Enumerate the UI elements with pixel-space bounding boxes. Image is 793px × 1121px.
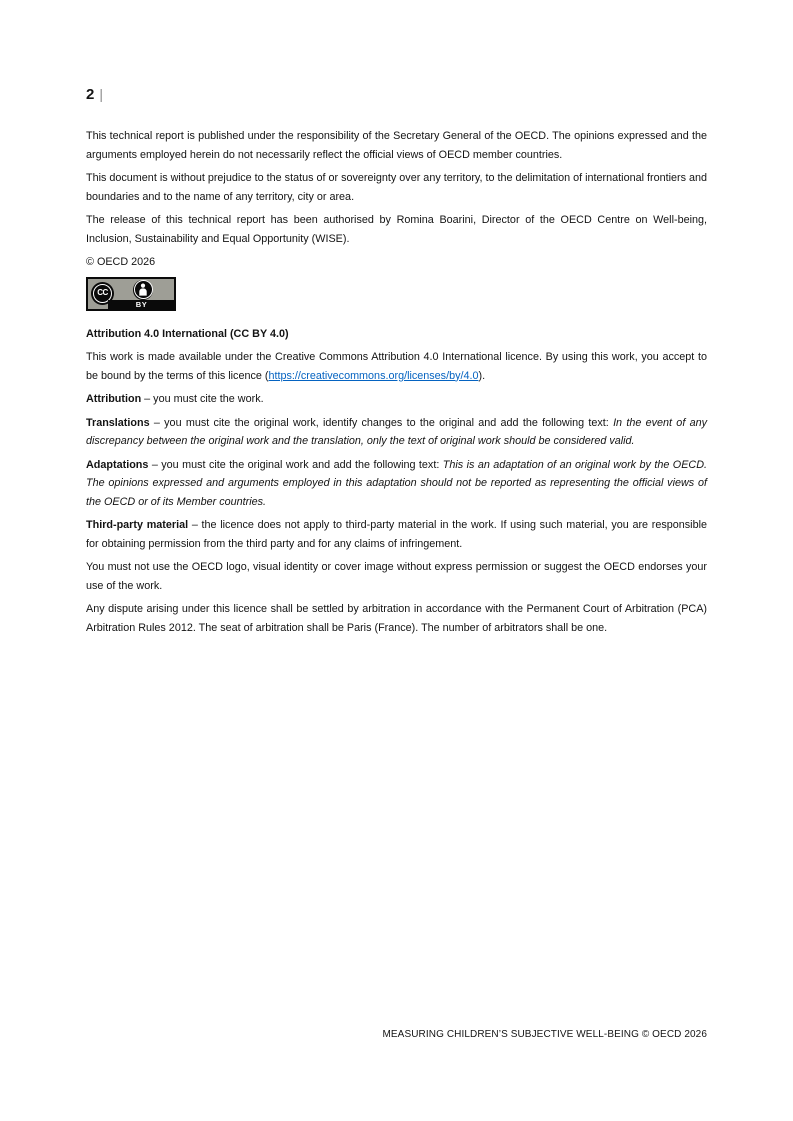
document-content [86,86,707,642]
text-run: © OECD 2026 [86,256,156,268]
text-run: Any dispute arising under this licence shall be settled by arbitration in accordance with the Permanent Court of Arbitration (PCA) Arbitration Rules 2012. The seat of arbitration shall be Paris (France). The number of arbitrators shall be one. [86,603,707,634]
paragraph-third-party [86,516,707,553]
text-run: You must not use the OECD logo, visual identity or cover image without express permission or suggest the OECD endorses your use of the work. [86,561,707,592]
person-glyph [137,283,149,296]
page-footer [382,1029,707,1040]
licence-heading [86,325,707,344]
paragraph-arbitration [86,600,707,637]
text-run: The release of this technical report has been authorised by Romina Boarini, Director of the OECD Centre on Well-being, Inclusion, Sustainability and Equal Opportunity (WISE). [86,214,707,245]
by-label-strip [108,300,175,310]
text-run: – the licence does not apply to third-party material in the work. If using such material, you are responsible for obtaining permission from the third party and for any claims of infringement. [86,519,707,550]
text-run: Attribution 4.0 International (CC BY 4.0) [86,327,289,340]
text-run: This document is without prejudice to the status of or sovereignty over any territory, to the delimitation of international frontiers and boundaries and to the name of any territory, city or area. [86,172,707,203]
text-run: This work is made available under the Creative Commons Attribution 4.0 International licence. By using this work, you accept to be bound by the terms of this licence ( [86,351,707,382]
paragraph-authorisation [86,211,707,248]
text-run: Third-party material [86,519,189,531]
cc-licence-link[interactable]: https://creativecommons.org/licenses/by/4.0 [268,369,479,382]
text-run: Attribution [86,393,142,405]
copyright-line [86,253,707,272]
text-run: – you must cite the original work and add the following text: [148,458,443,471]
text-run: – you must cite the original work, identify changes to the original and add the following text: [149,416,614,429]
paragraph-licence [86,348,707,385]
text-run: In the event of any discrepancy between the original work and the translation, only the text of original work should be considered valid. [86,416,707,447]
text-run: This is an adaptation of an original work by the OECD. The opinions expressed and arguments employed in this adaptation should not be reported as representing the official views of the OECD or of its Member countries. [86,458,707,508]
text-run: This technical report is published under the responsibility of the Secretary General of the OECD. The opinions expressed and the arguments employed herein do not necessarily reflect the official views of OECD member countries. [86,130,707,161]
document-body-bottom [86,325,707,638]
paragraph-responsibility [86,127,707,164]
by-label: BY [135,300,148,309]
attribution-person-icon [133,280,153,300]
cc-by-licence-badge [86,277,176,311]
text-run: – you must cite the work. [141,393,264,405]
paragraph-translations [86,414,707,451]
cc-logo-label: CC [97,288,108,297]
running-title: MEASURING CHILDREN’S SUBJECTIVE WELL-BEING © OECD 2026 [382,1029,707,1040]
document-body-top [86,127,707,272]
page-number: 2 [86,86,95,103]
paragraph-adaptations [86,456,707,512]
paragraph-territory [86,169,707,206]
paragraph-logo-use [86,558,707,595]
attribution-person-ring [134,280,153,299]
page-header [86,86,707,103]
text-run: Adaptations [86,458,149,471]
text-run: ). [478,369,486,382]
text-run: Translations [86,416,150,429]
page-number-separator: | [99,86,103,102]
paragraph-attribution [86,390,707,409]
